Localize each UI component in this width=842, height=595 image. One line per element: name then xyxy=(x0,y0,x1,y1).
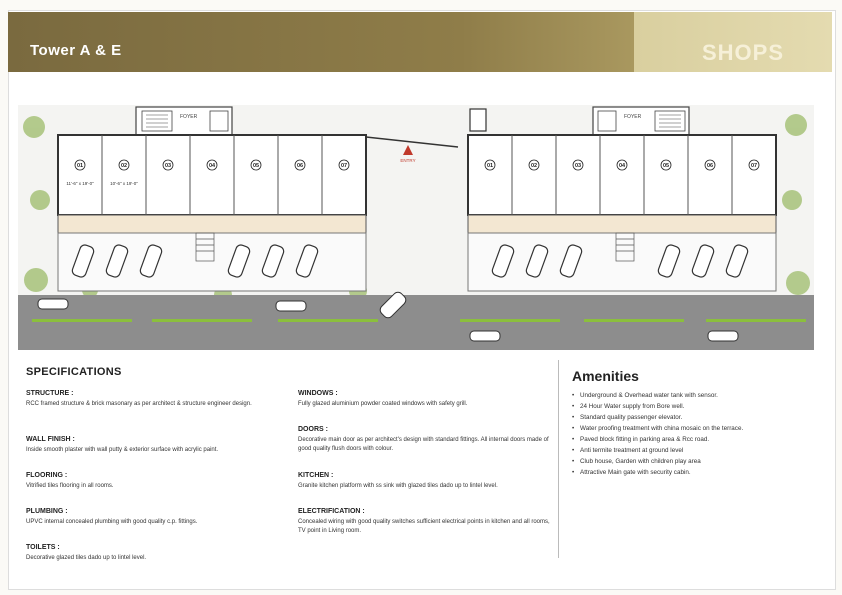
spec-heading: TOILETS : xyxy=(26,544,60,551)
shops-title: SHOPS xyxy=(701,40,784,65)
spec-heading: FLOORING : xyxy=(26,472,68,479)
spec-plumbing xyxy=(26,508,284,527)
floor-plan xyxy=(18,105,814,350)
spec-kitchen xyxy=(298,472,556,491)
left-block xyxy=(58,107,366,291)
amenities-list xyxy=(572,390,822,478)
shop-number: 03 xyxy=(574,163,582,169)
amenity-item: • Attractive Main gate with security cabin. xyxy=(572,467,822,478)
foyer-right-label: FOYER xyxy=(624,114,642,120)
shop-number: 04 xyxy=(618,163,626,169)
spec-text: Vitrified tiles flooring in all rooms. xyxy=(26,483,114,489)
spec-structure xyxy=(26,390,284,409)
shop-number: 01 xyxy=(76,163,84,169)
spec-heading: STRUCTURE : xyxy=(26,390,74,397)
shop-number: 07 xyxy=(750,163,758,169)
spec-heading: KITCHEN : xyxy=(298,472,334,479)
amenity-item: • Anti termite treatment at ground level xyxy=(572,445,822,456)
spec-toilets xyxy=(26,544,284,563)
spec-heading: WINDOWS : xyxy=(298,390,338,397)
shop-size-label: 10'-6" x 19'-0" xyxy=(110,181,138,186)
amenity-item: • Standard quality passenger elevator. xyxy=(572,412,822,423)
amenities-title: Amenities xyxy=(572,368,639,384)
road xyxy=(18,295,814,350)
specifications-section xyxy=(26,366,556,576)
shop-size-label: 11'-6" x 19'-0" xyxy=(66,181,94,186)
amenity-item: • Water proofing treatment with china mosaic on the terrace. xyxy=(572,423,822,434)
spec-heading: WALL FINISH : xyxy=(26,436,75,443)
spec-heading: PLUMBING : xyxy=(26,508,68,515)
shop-number: 05 xyxy=(252,163,260,169)
spec-flooring xyxy=(26,472,284,491)
spec-windows xyxy=(298,390,556,409)
spec-text: Granite kitchen platform with ss sink with glazed tiles dado up to lintel level. xyxy=(298,483,498,489)
foyer-left-label: FOYER xyxy=(180,114,198,120)
spec-electrification xyxy=(298,508,556,536)
shop-number: 06 xyxy=(296,163,304,169)
shop-number: 03 xyxy=(164,163,172,169)
amenities-section xyxy=(572,368,822,478)
amenity-item: • Underground & Overhead water tank with sensor. xyxy=(572,390,822,401)
amenity-item: • Paved block fitting in parking area & Rcc road. xyxy=(572,434,822,445)
tower-title: Tower A & E xyxy=(30,42,122,59)
shop-number: 06 xyxy=(706,163,714,169)
spec-text: Decorative glazed tiles dado up to lintel level. xyxy=(26,555,147,561)
floor-plan-drawing xyxy=(18,105,814,350)
spec-text: UPVC internal concealed plumbing with good quality c.p. fittings. xyxy=(26,519,198,525)
spec-text: Decorative main door as per architect's design with standard fittings. All internal doors made of good quality flush doors with colour. xyxy=(298,437,549,452)
right-block xyxy=(468,107,776,291)
spec-text: Fully glazed aluminium powder coated windows with safety grill. xyxy=(298,401,468,407)
shop-number: 04 xyxy=(208,163,216,169)
spec-doors xyxy=(298,426,556,454)
spec-text: Inside smooth plaster with wall putty & exterior surface with acrylic paint. xyxy=(26,447,219,453)
shop-number: 01 xyxy=(486,163,494,169)
shop-number: 02 xyxy=(530,163,538,169)
spec-text: RCC framed structure & brick masonary as per architect & structure engineer design. xyxy=(26,401,252,407)
shop-number: 02 xyxy=(120,163,128,169)
shop-number: 05 xyxy=(662,163,670,169)
amenity-item: • 24 Hour Water supply from Bore well. xyxy=(572,401,822,412)
entry-label: ENTRY xyxy=(400,158,416,163)
amenity-item: • Club house, Garden with children play area xyxy=(572,456,822,467)
shop-number: 07 xyxy=(340,163,348,169)
header-banner xyxy=(8,12,832,72)
spec-heading: DOORS : xyxy=(298,426,328,433)
spec-heading: ELECTRIFICATION : xyxy=(298,508,365,515)
spec-wall-finish xyxy=(26,436,284,455)
section-divider xyxy=(558,360,559,558)
spec-text: Concealed wiring with good quality switches sufficient electrical points in kitchen and all rooms, TV point in Living room. xyxy=(298,519,550,534)
specifications-title: SPECIFICATIONS xyxy=(26,366,122,378)
